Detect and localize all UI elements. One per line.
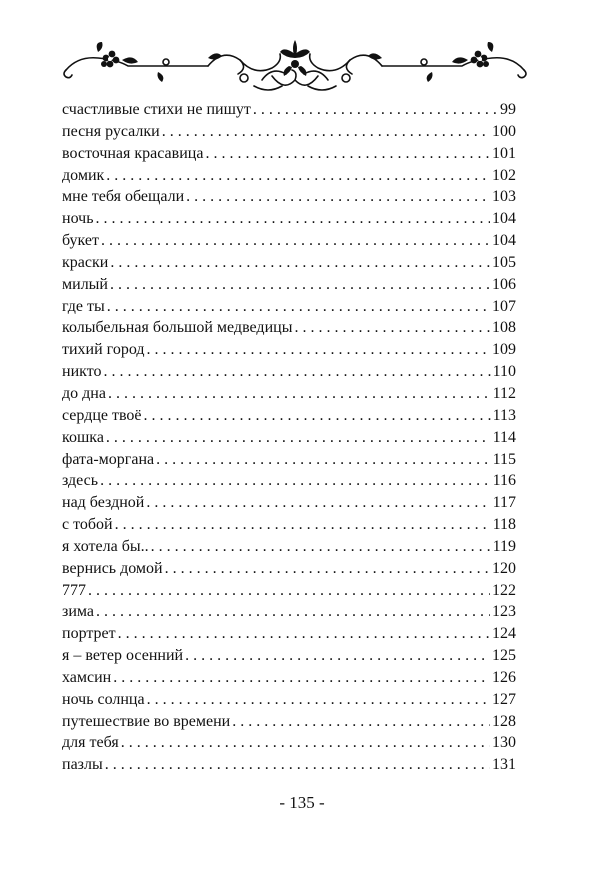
- toc-entry-title: тихий город: [62, 341, 145, 359]
- toc-dot-leader: [156, 449, 490, 471]
- toc-entry-page: 104: [492, 210, 516, 228]
- toc-entry-page: 103: [492, 188, 516, 206]
- toc-entry-title: вернись домой: [62, 559, 163, 577]
- toc-entry: [62, 230, 516, 252]
- toc-entry-page: 123: [492, 603, 516, 621]
- toc-entry-title: фата-моргана: [62, 450, 155, 468]
- toc-dot-leader: [107, 296, 490, 318]
- toc-entry: [62, 449, 516, 471]
- toc-entry-page: 108: [492, 319, 516, 337]
- toc-entry-title: краски: [62, 253, 109, 271]
- floral-scroll-ornament-icon: [58, 36, 532, 98]
- toc-entry-page: 104: [492, 232, 516, 250]
- toc-dot-leader: [113, 667, 490, 689]
- toc-dot-leader: [100, 470, 491, 492]
- toc-dot-leader: [253, 99, 498, 121]
- toc-entry: [62, 252, 516, 274]
- toc-entry-page: 126: [492, 668, 516, 686]
- toc-entry-page: 118: [492, 516, 516, 534]
- toc-entry: [62, 667, 516, 689]
- toc-entry: [62, 405, 516, 427]
- toc-entry-title: я хотела бы..: [62, 537, 149, 555]
- toc-entry: [62, 601, 516, 623]
- toc-entry-title: букет: [62, 232, 99, 250]
- toc-entry-title: хамсин: [62, 668, 112, 686]
- toc-dot-leader: [115, 514, 491, 536]
- toc-entry-page: 131: [492, 756, 516, 774]
- toc-entry-title: сердце твоё: [62, 406, 142, 424]
- toc-entry: [62, 143, 516, 165]
- toc-dot-leader: [106, 165, 490, 187]
- toc-dot-leader: [110, 274, 490, 296]
- toc-entry-title: ночь: [62, 210, 94, 228]
- toc-entry: [62, 580, 516, 602]
- toc-dot-leader: [185, 645, 490, 667]
- toc-entry-title: пазлы: [62, 756, 103, 774]
- toc-entry: [62, 536, 516, 558]
- toc-entry-title: кошка: [62, 428, 104, 446]
- toc-entry: [62, 296, 516, 318]
- toc-dot-leader: [101, 230, 490, 252]
- toc-entry: [62, 339, 516, 361]
- toc-dot-leader: [110, 252, 490, 274]
- toc-entry-page: 99: [500, 101, 516, 118]
- toc-entry-page: 128: [492, 712, 516, 730]
- toc-entry-page: 117: [492, 494, 516, 512]
- toc-dot-leader: [186, 186, 490, 208]
- page-number: - 135 -: [279, 793, 325, 812]
- toc-dot-leader: [96, 208, 491, 230]
- toc-entry-page: 122: [492, 581, 516, 599]
- toc-entry: [62, 361, 516, 383]
- toc-entry-page: 101: [492, 144, 516, 162]
- toc-entry: [62, 383, 516, 405]
- toc-entry-title: никто: [62, 363, 102, 381]
- toc-dot-leader: [118, 623, 490, 645]
- toc-entry-page: 102: [492, 166, 516, 184]
- toc-dot-leader: [165, 558, 490, 580]
- toc-entry-title: восточная красавица: [62, 144, 204, 162]
- toc-entry-page: 119: [492, 537, 516, 555]
- toc-dot-leader: [147, 339, 490, 361]
- toc-dot-leader: [151, 536, 491, 558]
- toc-entry: [62, 711, 516, 733]
- toc-entry-title: зима: [62, 603, 94, 621]
- toc-entry-title: песня русалки: [62, 122, 160, 140]
- toc-entry: [62, 208, 516, 230]
- toc-entry-page: 106: [492, 275, 516, 293]
- toc-entry: [62, 689, 516, 711]
- toc-dot-leader: [96, 601, 490, 623]
- toc-dot-leader: [105, 754, 490, 776]
- toc-dot-leader: [232, 711, 490, 733]
- toc-entry: [62, 427, 516, 449]
- toc-dot-leader: [121, 732, 490, 754]
- toc-entry-title: здесь: [62, 472, 99, 490]
- toc-dot-leader: [294, 317, 490, 339]
- toc-entry: [62, 121, 516, 143]
- toc-entry-title: колыбельная большой медведицы: [62, 319, 293, 337]
- toc-entry-page: 113: [492, 406, 516, 424]
- toc-dot-leader: [144, 405, 491, 427]
- toc-entry-page: 115: [492, 450, 516, 468]
- toc-dot-leader: [205, 143, 490, 165]
- toc-entry-title: до дна: [62, 384, 106, 402]
- toc-entry-page: 116: [492, 472, 516, 490]
- toc-entry-page: 110: [492, 363, 516, 381]
- table-of-contents: [62, 99, 516, 776]
- toc-entry-title: милый: [62, 275, 108, 293]
- toc-entry: [62, 558, 516, 580]
- toc-dot-leader: [147, 689, 490, 711]
- toc-entry: [62, 317, 516, 339]
- toc-entry-title: с тобой: [62, 516, 113, 534]
- toc-entry-title: где ты: [62, 297, 105, 315]
- toc-entry-page: 109: [492, 341, 516, 359]
- toc-dot-leader: [106, 427, 491, 449]
- toc-entry: [62, 186, 516, 208]
- toc-dot-leader: [162, 121, 490, 143]
- toc-entry-title: 777: [62, 581, 86, 599]
- toc-dot-leader: [103, 361, 490, 383]
- toc-dot-leader: [88, 580, 490, 602]
- toc-entry-page: 114: [492, 428, 516, 446]
- toc-entry: [62, 274, 516, 296]
- toc-entry-page: 112: [492, 384, 516, 402]
- toc-entry-title: портрет: [62, 625, 116, 643]
- toc-entry-title: счастливые стихи не пишут: [62, 101, 251, 118]
- toc-entry: [62, 514, 516, 536]
- toc-entry-title: ночь солнца: [62, 690, 145, 708]
- toc-entry-title: домик: [62, 166, 105, 184]
- toc-entry: [62, 754, 516, 776]
- toc-entry-page: 124: [492, 625, 516, 643]
- toc-entry-page: 105: [492, 253, 516, 271]
- toc-entry-page: 127: [492, 690, 516, 708]
- toc-entry-page: 130: [492, 734, 516, 752]
- toc-entry-title: я – ветер осенний: [62, 647, 184, 665]
- toc-entry-title: мне тебя обещали: [62, 188, 185, 206]
- toc-entry: [62, 623, 516, 645]
- toc-entry: [62, 470, 516, 492]
- toc-entry: [62, 99, 516, 121]
- toc-entry-page: 120: [492, 559, 516, 577]
- toc-dot-leader: [146, 492, 490, 514]
- toc-entry-page: 125: [492, 647, 516, 665]
- toc-entry: [62, 732, 516, 754]
- toc-entry-page: 107: [492, 297, 516, 315]
- toc-entry: [62, 492, 516, 514]
- toc-entry-title: над бездной: [62, 494, 145, 512]
- toc-entry-page: 100: [492, 122, 516, 140]
- toc-entry: [62, 165, 516, 187]
- toc-entry-title: для тебя: [62, 734, 119, 752]
- toc-entry-title: путешествие во времени: [62, 712, 231, 730]
- toc-entry: [62, 645, 516, 667]
- toc-dot-leader: [108, 383, 491, 405]
